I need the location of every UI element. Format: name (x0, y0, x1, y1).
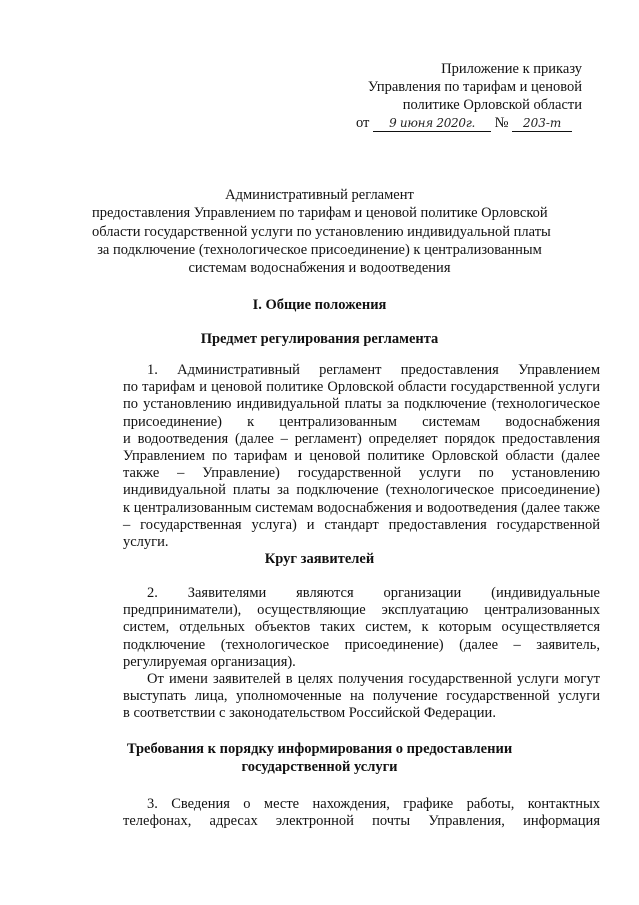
info-heading-line: Требования к порядку информирования о предоставлении (126, 741, 513, 757)
paragraph-line: телефонах, адресах электронной почты Управления, информация (123, 813, 600, 830)
paragraph-1 (123, 362, 600, 551)
paragraph-line: также – Управление) государственной услуги по установлению (123, 465, 600, 482)
info-heading-line: государственной услуги (241, 759, 398, 775)
appendix-line: Приложение к приказу (441, 61, 582, 77)
paragraph-line: к централизованным системам водоснабжения и водоотведения (далее также (123, 499, 600, 516)
paragraph-line: предприниматели), осуществляющие эксплуатацию централизованных (123, 602, 600, 619)
order-reference (352, 114, 582, 132)
paragraph-line: 1. Административный регламент предоставления Управлением (147, 362, 600, 378)
title-line: Административный регламент (225, 187, 414, 203)
paragraph-line: систем, отдельных объектов таких систем, к которым осуществляется (123, 619, 600, 636)
paragraph-line: От имени заявителей в целях получения государственной услуги могут (147, 671, 600, 687)
title-line: системам водоснабжения и водоотведения (188, 260, 451, 277)
title-line: области государственной услуги по установлению индивидуальной платы (92, 223, 551, 240)
order-prefix: от (356, 115, 370, 131)
section-heading (0, 296, 639, 314)
paragraph-line: Управлением по тарифам и ценовой политике Орловской области (далее (123, 447, 600, 464)
paragraph-line: регулируемая организация). (123, 653, 296, 670)
paragraph-2 (123, 585, 600, 671)
subject-heading (0, 330, 639, 348)
title-line: предоставления Управлением по тарифам и ценовой политике Орловской (92, 205, 548, 222)
applicants-heading-text: Круг заявителей (264, 551, 375, 567)
paragraph-line: услуги. (123, 533, 169, 550)
subject-heading-text: Предмет регулирования регламента (200, 331, 439, 347)
paragraph-line: индивидуальной платы за подключение (технологическое присоединение) (123, 482, 600, 499)
paragraph-line: в соответствии с законодательством Российской Федерации. (123, 705, 496, 722)
order-date-handwritten: 9 июня 2020г. (373, 116, 491, 132)
appendix-line: Управления по тарифам и ценовой (367, 79, 582, 95)
paragraph-line: присоединение) к централизованным системам водоснабжения (123, 413, 600, 430)
paragraph-line: 3. Сведения о месте нахождения, графике работы, контактных (147, 796, 600, 812)
appendix-line: политике Орловской области (402, 97, 582, 113)
paragraph-line: по тарифам и ценовой политике Орловской области государственной услуги (123, 379, 600, 396)
applicants-heading (0, 550, 639, 568)
paragraph-line: 2. Заявителями являются организации (индивидуальные (147, 585, 600, 601)
appendix-block (352, 60, 582, 132)
paragraph-line: подключение (технологическое присоединение) (далее – заявитель, (123, 636, 600, 653)
title-line: за подключение (технологическое присоединение) к централизованным (97, 241, 542, 258)
info-heading (0, 740, 639, 776)
paragraph-line: выступать лица, уполномоченные на получение государственной услуги (123, 688, 600, 705)
order-number-handwritten: 203-т (512, 116, 572, 132)
paragraph-line: – государственная услуга) и стандарт предоставления государственной (123, 516, 600, 533)
order-number-sign: № (494, 115, 509, 131)
section-heading-text: I. Общие положения (252, 297, 387, 313)
document-title (92, 186, 551, 277)
paragraph-line: по установлению индивидуальной платы за подключение (технологическое (123, 396, 600, 413)
paragraph-3 (123, 671, 600, 723)
paragraph-line: и водоотведения (далее – регламент) определяет порядок предоставления (123, 430, 600, 447)
paragraph-4 (123, 796, 600, 830)
